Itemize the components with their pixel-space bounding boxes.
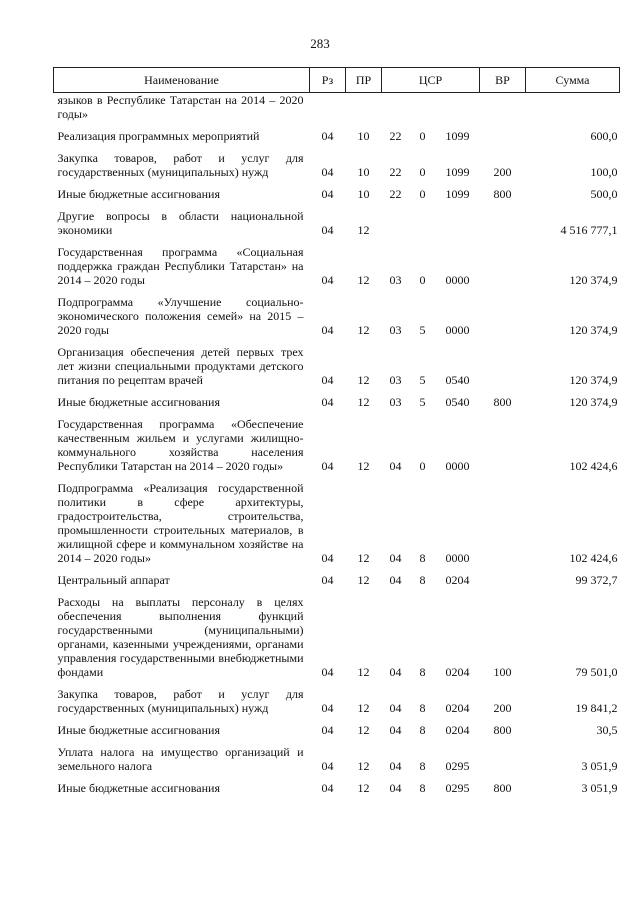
row-name: Иные бюджетные ассигнования bbox=[57, 395, 220, 409]
row-csr-1: 22 bbox=[389, 129, 402, 143]
header-name: Наименование bbox=[54, 68, 310, 93]
row-csr-2: 0 bbox=[419, 187, 426, 201]
row-csr-3: 0204 bbox=[445, 723, 470, 737]
row-vr bbox=[480, 127, 526, 149]
row-vr: 800 bbox=[493, 723, 512, 737]
row-csr-2 bbox=[410, 93, 436, 128]
row-csr-3: 0000 bbox=[445, 273, 470, 287]
budget-table-container bbox=[53, 67, 619, 801]
row-csr-3 bbox=[436, 207, 480, 243]
row-csr-3: 0000 bbox=[445, 323, 470, 337]
row-pr: 10 bbox=[357, 165, 370, 179]
row-csr-3: 0204 bbox=[445, 665, 470, 679]
row-rz: 04 bbox=[321, 573, 334, 587]
row-name: Подпрограмма «Улучшение социально-экономического положения семей» на 2015 – 2020 годы bbox=[57, 295, 304, 337]
row-pr: 12 bbox=[357, 551, 370, 565]
row-csr-1 bbox=[382, 207, 410, 243]
row-name: Иные бюджетные ассигнования bbox=[57, 187, 220, 201]
row-csr-1: 04 bbox=[389, 701, 402, 715]
row-csr-3: 0000 bbox=[445, 459, 470, 473]
row-pr: 12 bbox=[357, 223, 370, 237]
row-vr: 800 bbox=[493, 781, 512, 795]
row-sum: 100,0 bbox=[590, 165, 618, 179]
row-csr-3: 0000 bbox=[445, 551, 470, 565]
row-rz: 04 bbox=[321, 323, 334, 337]
row-csr-3: 0540 bbox=[445, 373, 470, 387]
row-sum: 102 424,6 bbox=[569, 459, 618, 473]
table-row bbox=[54, 149, 620, 185]
row-pr: 12 bbox=[357, 723, 370, 737]
row-pr: 12 bbox=[357, 373, 370, 387]
row-vr bbox=[480, 415, 526, 479]
table-row bbox=[54, 343, 620, 393]
row-rz: 04 bbox=[321, 723, 334, 737]
row-csr-2: 8 bbox=[419, 723, 426, 737]
row-name: языков в Республике Татарстан на 2014 – 2020 годы» bbox=[57, 93, 304, 121]
row-pr: 12 bbox=[357, 701, 370, 715]
row-pr: 12 bbox=[357, 323, 370, 337]
row-rz: 04 bbox=[321, 165, 334, 179]
table-row bbox=[54, 127, 620, 149]
row-csr-1 bbox=[382, 93, 410, 128]
row-sum: 79 501,0 bbox=[575, 665, 618, 679]
table-row bbox=[54, 743, 620, 779]
row-csr-1: 04 bbox=[389, 759, 402, 773]
row-csr-2: 8 bbox=[419, 573, 426, 587]
row-rz: 04 bbox=[321, 395, 334, 409]
row-csr-2: 8 bbox=[419, 759, 426, 773]
row-sum bbox=[526, 93, 620, 128]
row-csr-3: 0204 bbox=[445, 701, 470, 715]
budget-table bbox=[53, 67, 620, 801]
row-name: Государственная программа «Социальная поддержка граждан Республики Татарстан» на 2014 – 2020 годы bbox=[57, 245, 304, 287]
row-pr: 12 bbox=[357, 759, 370, 773]
row-csr-2: 5 bbox=[419, 323, 426, 337]
row-pr: 12 bbox=[357, 459, 370, 473]
row-pr: 12 bbox=[357, 665, 370, 679]
row-rz: 04 bbox=[321, 373, 334, 387]
row-vr bbox=[480, 343, 526, 393]
row-vr: 800 bbox=[493, 187, 512, 201]
row-csr-1: 04 bbox=[389, 459, 402, 473]
row-csr-1: 22 bbox=[389, 187, 402, 201]
header-pr: ПР bbox=[346, 68, 382, 93]
row-csr-2: 8 bbox=[419, 665, 426, 679]
page-number: 283 bbox=[310, 36, 330, 51]
row-rz: 04 bbox=[321, 781, 334, 795]
row-csr-1: 03 bbox=[389, 373, 402, 387]
row-vr: 800 bbox=[493, 395, 512, 409]
row-vr bbox=[480, 243, 526, 293]
header-rz: Рз bbox=[310, 68, 346, 93]
row-pr: 12 bbox=[357, 395, 370, 409]
row-pr: 12 bbox=[357, 781, 370, 795]
row-csr-3: 0204 bbox=[445, 573, 470, 587]
row-csr-3: 1099 bbox=[445, 187, 470, 201]
row-sum: 500,0 bbox=[590, 187, 618, 201]
row-csr-2: 5 bbox=[419, 395, 426, 409]
row-sum: 19 841,2 bbox=[575, 701, 618, 715]
row-sum: 3 051,9 bbox=[581, 759, 618, 773]
row-csr-3: 0295 bbox=[445, 781, 470, 795]
row-vr bbox=[480, 293, 526, 343]
row-sum: 4 516 777,1 bbox=[560, 223, 618, 237]
row-pr: 10 bbox=[357, 187, 370, 201]
row-name: Иные бюджетные ассигнования bbox=[57, 723, 220, 737]
row-pr: 10 bbox=[357, 129, 370, 143]
table-row bbox=[54, 93, 620, 128]
row-rz: 04 bbox=[321, 273, 334, 287]
row-csr-2: 8 bbox=[419, 551, 426, 565]
row-csr-1: 03 bbox=[389, 273, 402, 287]
row-csr-1: 04 bbox=[389, 573, 402, 587]
row-vr bbox=[480, 93, 526, 128]
row-vr: 200 bbox=[493, 701, 512, 715]
row-sum: 120 374,9 bbox=[569, 395, 618, 409]
row-csr-1: 04 bbox=[389, 781, 402, 795]
row-vr: 100 bbox=[493, 665, 512, 679]
row-name: Государственная программа «Обеспечение качественным жильем и услугами жилищно-коммунального хозяйства населения Республики Татарстан на 2014 – 2020 годы» bbox=[57, 417, 304, 473]
row-vr: 200 bbox=[493, 165, 512, 179]
row-csr-3: 0540 bbox=[445, 395, 470, 409]
row-pr: 12 bbox=[357, 573, 370, 587]
table-row bbox=[54, 293, 620, 343]
row-sum: 120 374,9 bbox=[569, 323, 618, 337]
row-csr-3: 1099 bbox=[445, 129, 470, 143]
row-vr bbox=[480, 479, 526, 571]
row-name: Центральный аппарат bbox=[57, 573, 170, 587]
table-row bbox=[54, 571, 620, 593]
row-sum: 30,5 bbox=[596, 723, 618, 737]
row-vr bbox=[480, 571, 526, 593]
table-row bbox=[54, 779, 620, 801]
row-csr-2: 5 bbox=[419, 373, 426, 387]
row-csr-1: 03 bbox=[389, 323, 402, 337]
row-csr-1: 04 bbox=[389, 723, 402, 737]
row-sum: 120 374,9 bbox=[569, 273, 618, 287]
row-csr-1: 04 bbox=[389, 665, 402, 679]
row-csr-1: 22 bbox=[389, 165, 402, 179]
table-row bbox=[54, 243, 620, 293]
table-row bbox=[54, 685, 620, 721]
table-row bbox=[54, 415, 620, 479]
row-name: Закупка товаров, работ и услуг для государственных (муниципальных) нужд bbox=[57, 687, 304, 715]
row-sum: 600,0 bbox=[590, 129, 618, 143]
row-rz: 04 bbox=[321, 665, 334, 679]
row-vr bbox=[480, 207, 526, 243]
row-pr bbox=[346, 93, 382, 128]
row-name: Подпрограмма «Реализация государственной политики в сфере архитектуры, градостроительства, строительства, промышленности строительных материалов, в жилищной сфере и коммунальном хозяйстве на 2014 – 2020 годы» bbox=[57, 481, 304, 565]
row-csr-2: 0 bbox=[419, 273, 426, 287]
table-header bbox=[54, 68, 620, 93]
row-csr-3 bbox=[436, 93, 480, 128]
table-body bbox=[54, 93, 620, 802]
row-sum: 120 374,9 bbox=[569, 373, 618, 387]
row-name: Организация обеспечения детей первых трех лет жизни специальными продуктами детского питания по рецептам врачей bbox=[57, 345, 304, 387]
row-csr-2: 0 bbox=[419, 129, 426, 143]
row-name: Закупка товаров, работ и услуг для государственных (муниципальных) нужд bbox=[57, 151, 304, 179]
row-csr-2: 0 bbox=[419, 165, 426, 179]
row-csr-2: 0 bbox=[419, 459, 426, 473]
row-name: Расходы на выплаты персоналу в целях обеспечения выполнения функций государственными (муниципальными) органами, казенными учреждениями, органами управления государственными внебюджетными фондами bbox=[57, 595, 304, 679]
row-name: Реализация программных мероприятий bbox=[57, 129, 260, 143]
row-sum: 102 424,6 bbox=[569, 551, 618, 565]
row-csr-1: 04 bbox=[389, 551, 402, 565]
row-pr: 12 bbox=[357, 273, 370, 287]
row-vr bbox=[480, 743, 526, 779]
row-csr-2 bbox=[410, 207, 436, 243]
row-csr-2: 8 bbox=[419, 781, 426, 795]
header-csr: ЦСР bbox=[382, 68, 480, 93]
row-rz: 04 bbox=[321, 187, 334, 201]
row-csr-3: 1099 bbox=[445, 165, 470, 179]
row-rz: 04 bbox=[321, 459, 334, 473]
row-rz: 04 bbox=[321, 129, 334, 143]
row-rz bbox=[310, 93, 346, 128]
table-row bbox=[54, 393, 620, 415]
row-name: Другие вопросы в области национальной экономики bbox=[57, 209, 304, 237]
row-rz: 04 bbox=[321, 759, 334, 773]
row-csr-1: 03 bbox=[389, 395, 402, 409]
table-row bbox=[54, 593, 620, 685]
header-sum: Сумма bbox=[526, 68, 620, 93]
row-sum: 3 051,9 bbox=[581, 781, 618, 795]
table-row bbox=[54, 721, 620, 743]
row-sum: 99 372,7 bbox=[575, 573, 618, 587]
row-csr-3: 0295 bbox=[445, 759, 470, 773]
row-name: Иные бюджетные ассигнования bbox=[57, 781, 220, 795]
table-row bbox=[54, 479, 620, 571]
row-rz: 04 bbox=[321, 551, 334, 565]
table-row bbox=[54, 185, 620, 207]
row-name: Уплата налога на имущество организаций и земельного налога bbox=[57, 745, 304, 773]
row-csr-2: 8 bbox=[419, 701, 426, 715]
row-rz: 04 bbox=[321, 701, 334, 715]
table-row bbox=[54, 207, 620, 243]
header-vr: ВР bbox=[480, 68, 526, 93]
row-rz: 04 bbox=[321, 223, 334, 237]
